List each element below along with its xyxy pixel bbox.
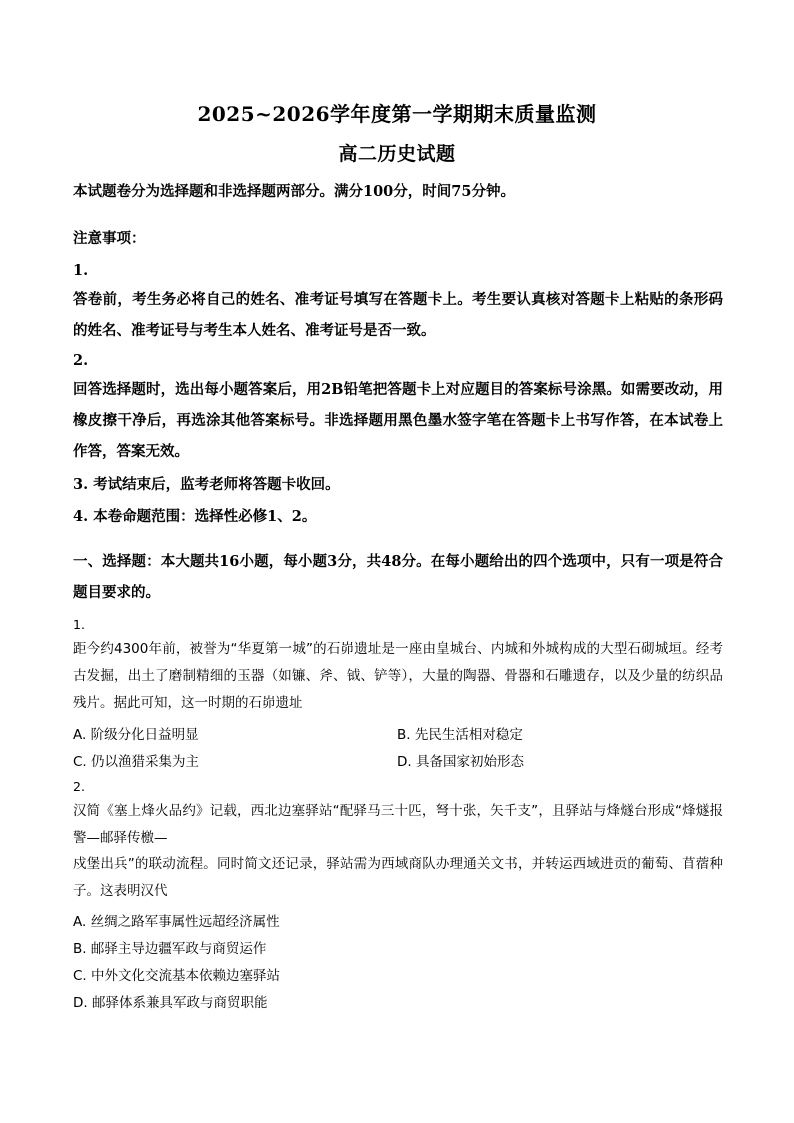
note-2-text: 回答选择题时，选出每小题答案后，用2B铅笔把答题卡上对应题目的答案标号涂黑。如需要改动，用橡皮擦干净后，再选涂其他答案标号。非选择题用黑色墨水签字笔在答题卡上书写作答，在本试卷上作答，答案无效。 <box>73 381 723 460</box>
note-4: 4. 本卷命题范围：选择性必修1、2。 <box>73 508 317 525</box>
notes-heading: 注意事项： <box>73 230 146 247</box>
exam-title: 2025~2026学年度第一学期期末质量监测 <box>197 102 597 126</box>
question-2-stem-line1: 汉简《塞上烽火品约》记载，西北边塞驿站“配驿马三十匹，弩十张，矢千支”，且驿站与烽燧台形成“烽燧报警—邮驿传檄— <box>73 803 723 846</box>
question-1-option-d: D. 具备国家初始形态 <box>397 754 524 770</box>
question-1-option-a: A. 阶级分化日益明显 <box>73 727 199 743</box>
question-2-number: 2. <box>73 779 85 794</box>
question-2-stem-rest: 戍堡出兵”的联动流程。同时简文还记录，驿站需为西域商队办理通关文书，并转运西域进贡的葡萄、苜蓿种子。这表明汉代 <box>73 856 723 899</box>
question-1-stem: 距今约4300年前，被誉为“华夏第一城”的石峁遗址是一座由皇城台、内城和外城构成的大型石砌城垣。经考古发掘，出土了磨制精细的玉器（如镰、斧、钺、铲等），大量的陶器、骨器和石雕遗存，以及少量的纺织品残片。据此可知，这一时期的石峁遗址 <box>73 641 723 711</box>
question-2-option-d: D. 邮驿体系兼具军政与商贸职能 <box>73 995 268 1011</box>
exam-subtitle: 高二历史试题 <box>338 143 456 165</box>
note-1-text: 答卷前，考生务必将自己的姓名、准考证号填写在答题卡上。考生要认真核对答题卡上粘贴的条形码的姓名、准考证号与考生本人姓名、准考证号是否一致。 <box>73 291 723 339</box>
question-1-number: 1. <box>73 617 85 632</box>
question-2-option-b: B. 邮驿主导边疆军政与商贸运作 <box>73 941 267 957</box>
note-2-number: 2. <box>73 352 89 369</box>
question-2-option-c: C. 中外文化交流基本依赖边塞驿站 <box>73 968 281 984</box>
note-3: 3. 考试结束后，监考老师将答题卡收回。 <box>73 476 340 493</box>
exam-intro: 本试题卷分为选择题和非选择题两部分。满分100分，时间75分钟。 <box>73 183 515 200</box>
question-2-option-a: A. 丝绸之路军事属性远超经济属性 <box>73 914 280 930</box>
question-1-option-b: B. 先民生活相对稳定 <box>397 727 523 743</box>
section-1-heading: 一、选择题：本大题共16小题，每小题3分，共48分。在每小题给出的四个选项中，只有一项是符合题目要求的。 <box>73 553 723 601</box>
note-1-number: 1. <box>73 262 89 279</box>
question-1-option-c: C. 仍以渔猎采集为主 <box>73 754 200 770</box>
